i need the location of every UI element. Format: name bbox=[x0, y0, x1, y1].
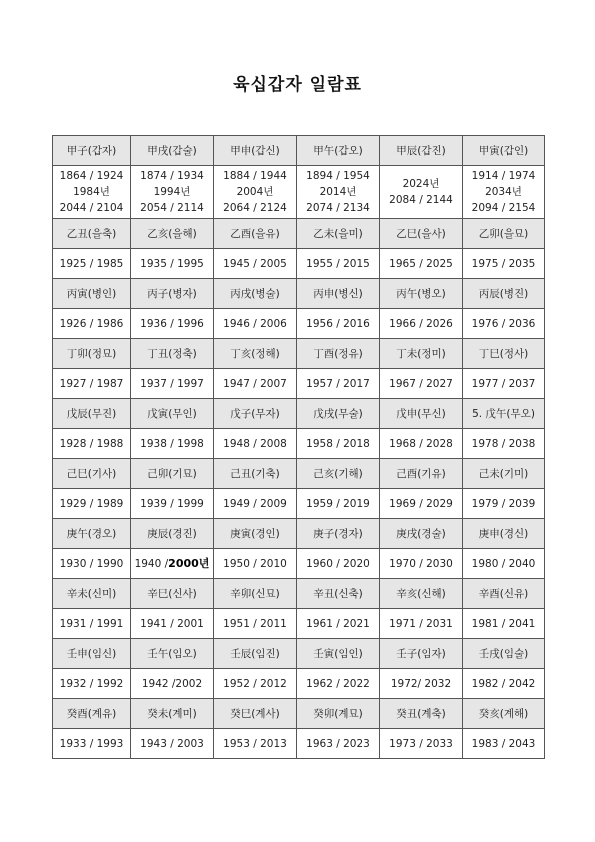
year-cell: 1951 / 2011 bbox=[214, 609, 297, 639]
year-line: 2004년 bbox=[236, 186, 274, 198]
year-cell: 1978 / 2038 bbox=[463, 429, 545, 459]
ganji-cell: 庚午(경오) bbox=[53, 519, 131, 549]
year-row bbox=[53, 669, 545, 699]
year-cell: 1982 / 2042 bbox=[463, 669, 545, 699]
year-row bbox=[53, 369, 545, 399]
table-body bbox=[53, 136, 545, 759]
ganji-name-row bbox=[53, 519, 545, 549]
year-line: 2064 / 2124 bbox=[223, 202, 287, 214]
year-cell: 1959 / 2019 bbox=[297, 489, 380, 519]
year-cell bbox=[463, 166, 545, 219]
ganji-cell: 壬申(임신) bbox=[53, 639, 131, 669]
ganji-cell: 庚戌(경술) bbox=[380, 519, 463, 549]
ganji-cell: 丁未(정미) bbox=[380, 339, 463, 369]
ganji-cell: 乙丑(을축) bbox=[53, 219, 131, 249]
ganji-cell: 辛酉(신유) bbox=[463, 579, 545, 609]
ganji-cell: 庚子(경자) bbox=[297, 519, 380, 549]
year-cell: 1926 / 1986 bbox=[53, 309, 131, 339]
ganji-name-row bbox=[53, 459, 545, 489]
year-line: 1994년 bbox=[153, 186, 191, 198]
year-line: 1984년 bbox=[73, 186, 110, 198]
year-row bbox=[53, 489, 545, 519]
year-cell: 1980 / 2040 bbox=[463, 549, 545, 579]
year-cell: 1963 / 2023 bbox=[297, 729, 380, 759]
highlight-year: 2000년 bbox=[168, 556, 210, 570]
ganji-cell: 戊戌(무술) bbox=[297, 399, 380, 429]
ganji-cell: 壬戌(임술) bbox=[463, 639, 545, 669]
year-cell: 1966 / 2026 bbox=[380, 309, 463, 339]
ganji-cell: 丙子(병자) bbox=[131, 279, 214, 309]
year-cell: 1929 / 1989 bbox=[53, 489, 131, 519]
year-cell: 1939 / 1999 bbox=[131, 489, 214, 519]
year-cell: 1930 / 1990 bbox=[53, 549, 131, 579]
ganji-cell: 己未(기미) bbox=[463, 459, 545, 489]
year-cell: 1927 / 1987 bbox=[53, 369, 131, 399]
year-cell: 1967 / 2027 bbox=[380, 369, 463, 399]
ganji-cell: 丙寅(병인) bbox=[53, 279, 131, 309]
ganji-cell: 丁酉(정유) bbox=[297, 339, 380, 369]
ganji-cell: 丙辰(병진) bbox=[463, 279, 545, 309]
year-cell: 1941 / 2001 bbox=[131, 609, 214, 639]
ganji-cell: 乙巳(을사) bbox=[380, 219, 463, 249]
year-line: 1874 / 1934 bbox=[140, 170, 204, 182]
year-cell: 1973 / 2033 bbox=[380, 729, 463, 759]
year-cell: 1976 / 2036 bbox=[463, 309, 545, 339]
year-cell: 1956 / 2016 bbox=[297, 309, 380, 339]
year-cell: 1970 / 2030 bbox=[380, 549, 463, 579]
year-cell: 1983 / 2043 bbox=[463, 729, 545, 759]
year-cell bbox=[131, 549, 214, 579]
ganji-cell: 甲辰(갑진) bbox=[380, 136, 463, 166]
year-line: 2084 / 2144 bbox=[389, 194, 453, 206]
ganji-cell: 辛丑(신축) bbox=[297, 579, 380, 609]
year-cell: 1938 / 1998 bbox=[131, 429, 214, 459]
ganji-cell: 丁丑(정축) bbox=[131, 339, 214, 369]
year-cell: 1933 / 1993 bbox=[53, 729, 131, 759]
year-cell: 1977 / 2037 bbox=[463, 369, 545, 399]
ganji-cell: 己丑(기축) bbox=[214, 459, 297, 489]
year-cell: 1925 / 1985 bbox=[53, 249, 131, 279]
ganji-cell: 癸未(계미) bbox=[131, 699, 214, 729]
ganji-name-row bbox=[53, 339, 545, 369]
ganji-cell: 戊申(무신) bbox=[380, 399, 463, 429]
year-cell: 1931 / 1991 bbox=[53, 609, 131, 639]
year-line: 2034년 bbox=[485, 186, 522, 198]
ganji-cell: 乙未(을미) bbox=[297, 219, 380, 249]
year-cell: 1965 / 2025 bbox=[380, 249, 463, 279]
ganji-cell: 乙卯(을묘) bbox=[463, 219, 545, 249]
ganji-cell: 丙午(병오) bbox=[380, 279, 463, 309]
year-cell: 1957 / 2017 bbox=[297, 369, 380, 399]
year-cell: 1928 / 1988 bbox=[53, 429, 131, 459]
year-cell: 1952 / 2012 bbox=[214, 669, 297, 699]
ganji-cell: 癸亥(계해) bbox=[463, 699, 545, 729]
ganji-cell: 戊寅(무인) bbox=[131, 399, 214, 429]
sexagenary-cycle-table bbox=[52, 135, 545, 759]
ganji-name-row bbox=[53, 279, 545, 309]
year-cell: 1942 /2002 bbox=[131, 669, 214, 699]
year-line: 2094 / 2154 bbox=[471, 202, 536, 214]
ganji-cell: 丁亥(정해) bbox=[214, 339, 297, 369]
page-title: 육십갑자 일람표 bbox=[233, 75, 362, 95]
ganji-name-row bbox=[53, 219, 545, 249]
year-cell: 1958 / 2018 bbox=[297, 429, 380, 459]
ganji-cell: 己亥(기해) bbox=[297, 459, 380, 489]
year-cell bbox=[53, 166, 131, 219]
ganji-cell: 丁卯(정묘) bbox=[53, 339, 131, 369]
year-line: 1864 / 1924 bbox=[59, 170, 124, 182]
ganji-name-row bbox=[53, 699, 545, 729]
year-cell: 1960 / 2020 bbox=[297, 549, 380, 579]
ganji-cell: 辛巳(신사) bbox=[131, 579, 214, 609]
year-cell: 1935 / 1995 bbox=[131, 249, 214, 279]
year-row bbox=[53, 166, 545, 219]
year-cell: 1979 / 2039 bbox=[463, 489, 545, 519]
ganji-cell: 癸巳(계사) bbox=[214, 699, 297, 729]
ganji-cell: 丁巳(정사) bbox=[463, 339, 545, 369]
ganji-cell: 庚申(경신) bbox=[463, 519, 545, 549]
year-text: 1940 / bbox=[134, 557, 169, 570]
ganji-cell: 辛未(신미) bbox=[53, 579, 131, 609]
year-cell: 1971 / 2031 bbox=[380, 609, 463, 639]
year-cell: 1968 / 2028 bbox=[380, 429, 463, 459]
year-line: 2074 / 2134 bbox=[306, 202, 370, 214]
year-cell: 1953 / 2013 bbox=[214, 729, 297, 759]
ganji-cell: 庚辰(경진) bbox=[131, 519, 214, 549]
year-cell: 1947 / 2007 bbox=[214, 369, 297, 399]
ganji-cell: 癸丑(계축) bbox=[380, 699, 463, 729]
ganji-cell: 壬午(임오) bbox=[131, 639, 214, 669]
ganji-name-row bbox=[53, 399, 545, 429]
ganji-cell: 甲子(갑자) bbox=[53, 136, 131, 166]
year-row bbox=[53, 429, 545, 459]
year-line: 1914 / 1974 bbox=[471, 170, 536, 182]
ganji-cell: 乙亥(을해) bbox=[131, 219, 214, 249]
ganji-cell: 丙戌(병술) bbox=[214, 279, 297, 309]
year-cell: 1950 / 2010 bbox=[214, 549, 297, 579]
ganji-cell: 己酉(기유) bbox=[380, 459, 463, 489]
ganji-cell: 辛亥(신해) bbox=[380, 579, 463, 609]
year-line: 2054 / 2114 bbox=[140, 202, 204, 214]
year-cell: 1955 / 2015 bbox=[297, 249, 380, 279]
year-cell: 1945 / 2005 bbox=[214, 249, 297, 279]
ganji-cell: 甲寅(갑인) bbox=[463, 136, 545, 166]
year-line: 1894 / 1954 bbox=[306, 170, 370, 182]
ganji-cell: 5. 戊午(무오) bbox=[463, 399, 545, 429]
year-row bbox=[53, 729, 545, 759]
year-line: 1884 / 1944 bbox=[223, 170, 287, 182]
ganji-cell: 癸卯(계묘) bbox=[297, 699, 380, 729]
ganji-cell: 己巳(기사) bbox=[53, 459, 131, 489]
year-line: 2024년 bbox=[402, 178, 440, 190]
year-cell: 1948 / 2008 bbox=[214, 429, 297, 459]
ganji-cell: 乙酉(을유) bbox=[214, 219, 297, 249]
ganji-cell: 壬辰(임진) bbox=[214, 639, 297, 669]
year-line: 2044 / 2104 bbox=[59, 202, 124, 214]
ganji-name-row bbox=[53, 639, 545, 669]
year-row bbox=[53, 549, 545, 579]
year-row bbox=[53, 609, 545, 639]
ganji-cell: 戊子(무자) bbox=[214, 399, 297, 429]
ganji-cell: 壬寅(임인) bbox=[297, 639, 380, 669]
ganji-cell: 丙申(병신) bbox=[297, 279, 380, 309]
ganji-cell: 甲申(갑신) bbox=[214, 136, 297, 166]
year-cell: 1962 / 2022 bbox=[297, 669, 380, 699]
year-cell: 1981 / 2041 bbox=[463, 609, 545, 639]
ganji-name-row bbox=[53, 136, 545, 166]
year-cell: 1961 / 2021 bbox=[297, 609, 380, 639]
ganji-cell: 甲戌(갑술) bbox=[131, 136, 214, 166]
year-cell: 1949 / 2009 bbox=[214, 489, 297, 519]
year-cell bbox=[214, 166, 297, 219]
year-cell: 1937 / 1997 bbox=[131, 369, 214, 399]
year-cell: 1932 / 1992 bbox=[53, 669, 131, 699]
ganji-cell: 壬子(임자) bbox=[380, 639, 463, 669]
year-cell: 1975 / 2035 bbox=[463, 249, 545, 279]
year-row bbox=[53, 309, 545, 339]
year-row bbox=[53, 249, 545, 279]
year-cell: 1946 / 2006 bbox=[214, 309, 297, 339]
year-line: 2014년 bbox=[319, 186, 357, 198]
year-cell: 1972/ 2032 bbox=[380, 669, 463, 699]
year-cell bbox=[297, 166, 380, 219]
year-cell: 1943 / 2003 bbox=[131, 729, 214, 759]
ganji-name-row bbox=[53, 579, 545, 609]
ganji-cell: 戊辰(무진) bbox=[53, 399, 131, 429]
ganji-cell: 庚寅(경인) bbox=[214, 519, 297, 549]
year-cell: 1936 / 1996 bbox=[131, 309, 214, 339]
year-cell: 1969 / 2029 bbox=[380, 489, 463, 519]
ganji-cell: 甲午(갑오) bbox=[297, 136, 380, 166]
year-cell bbox=[380, 166, 463, 219]
ganji-cell: 辛卯(신묘) bbox=[214, 579, 297, 609]
ganji-cell: 癸酉(계유) bbox=[53, 699, 131, 729]
ganji-cell: 己卯(기묘) bbox=[131, 459, 214, 489]
year-cell bbox=[131, 166, 214, 219]
